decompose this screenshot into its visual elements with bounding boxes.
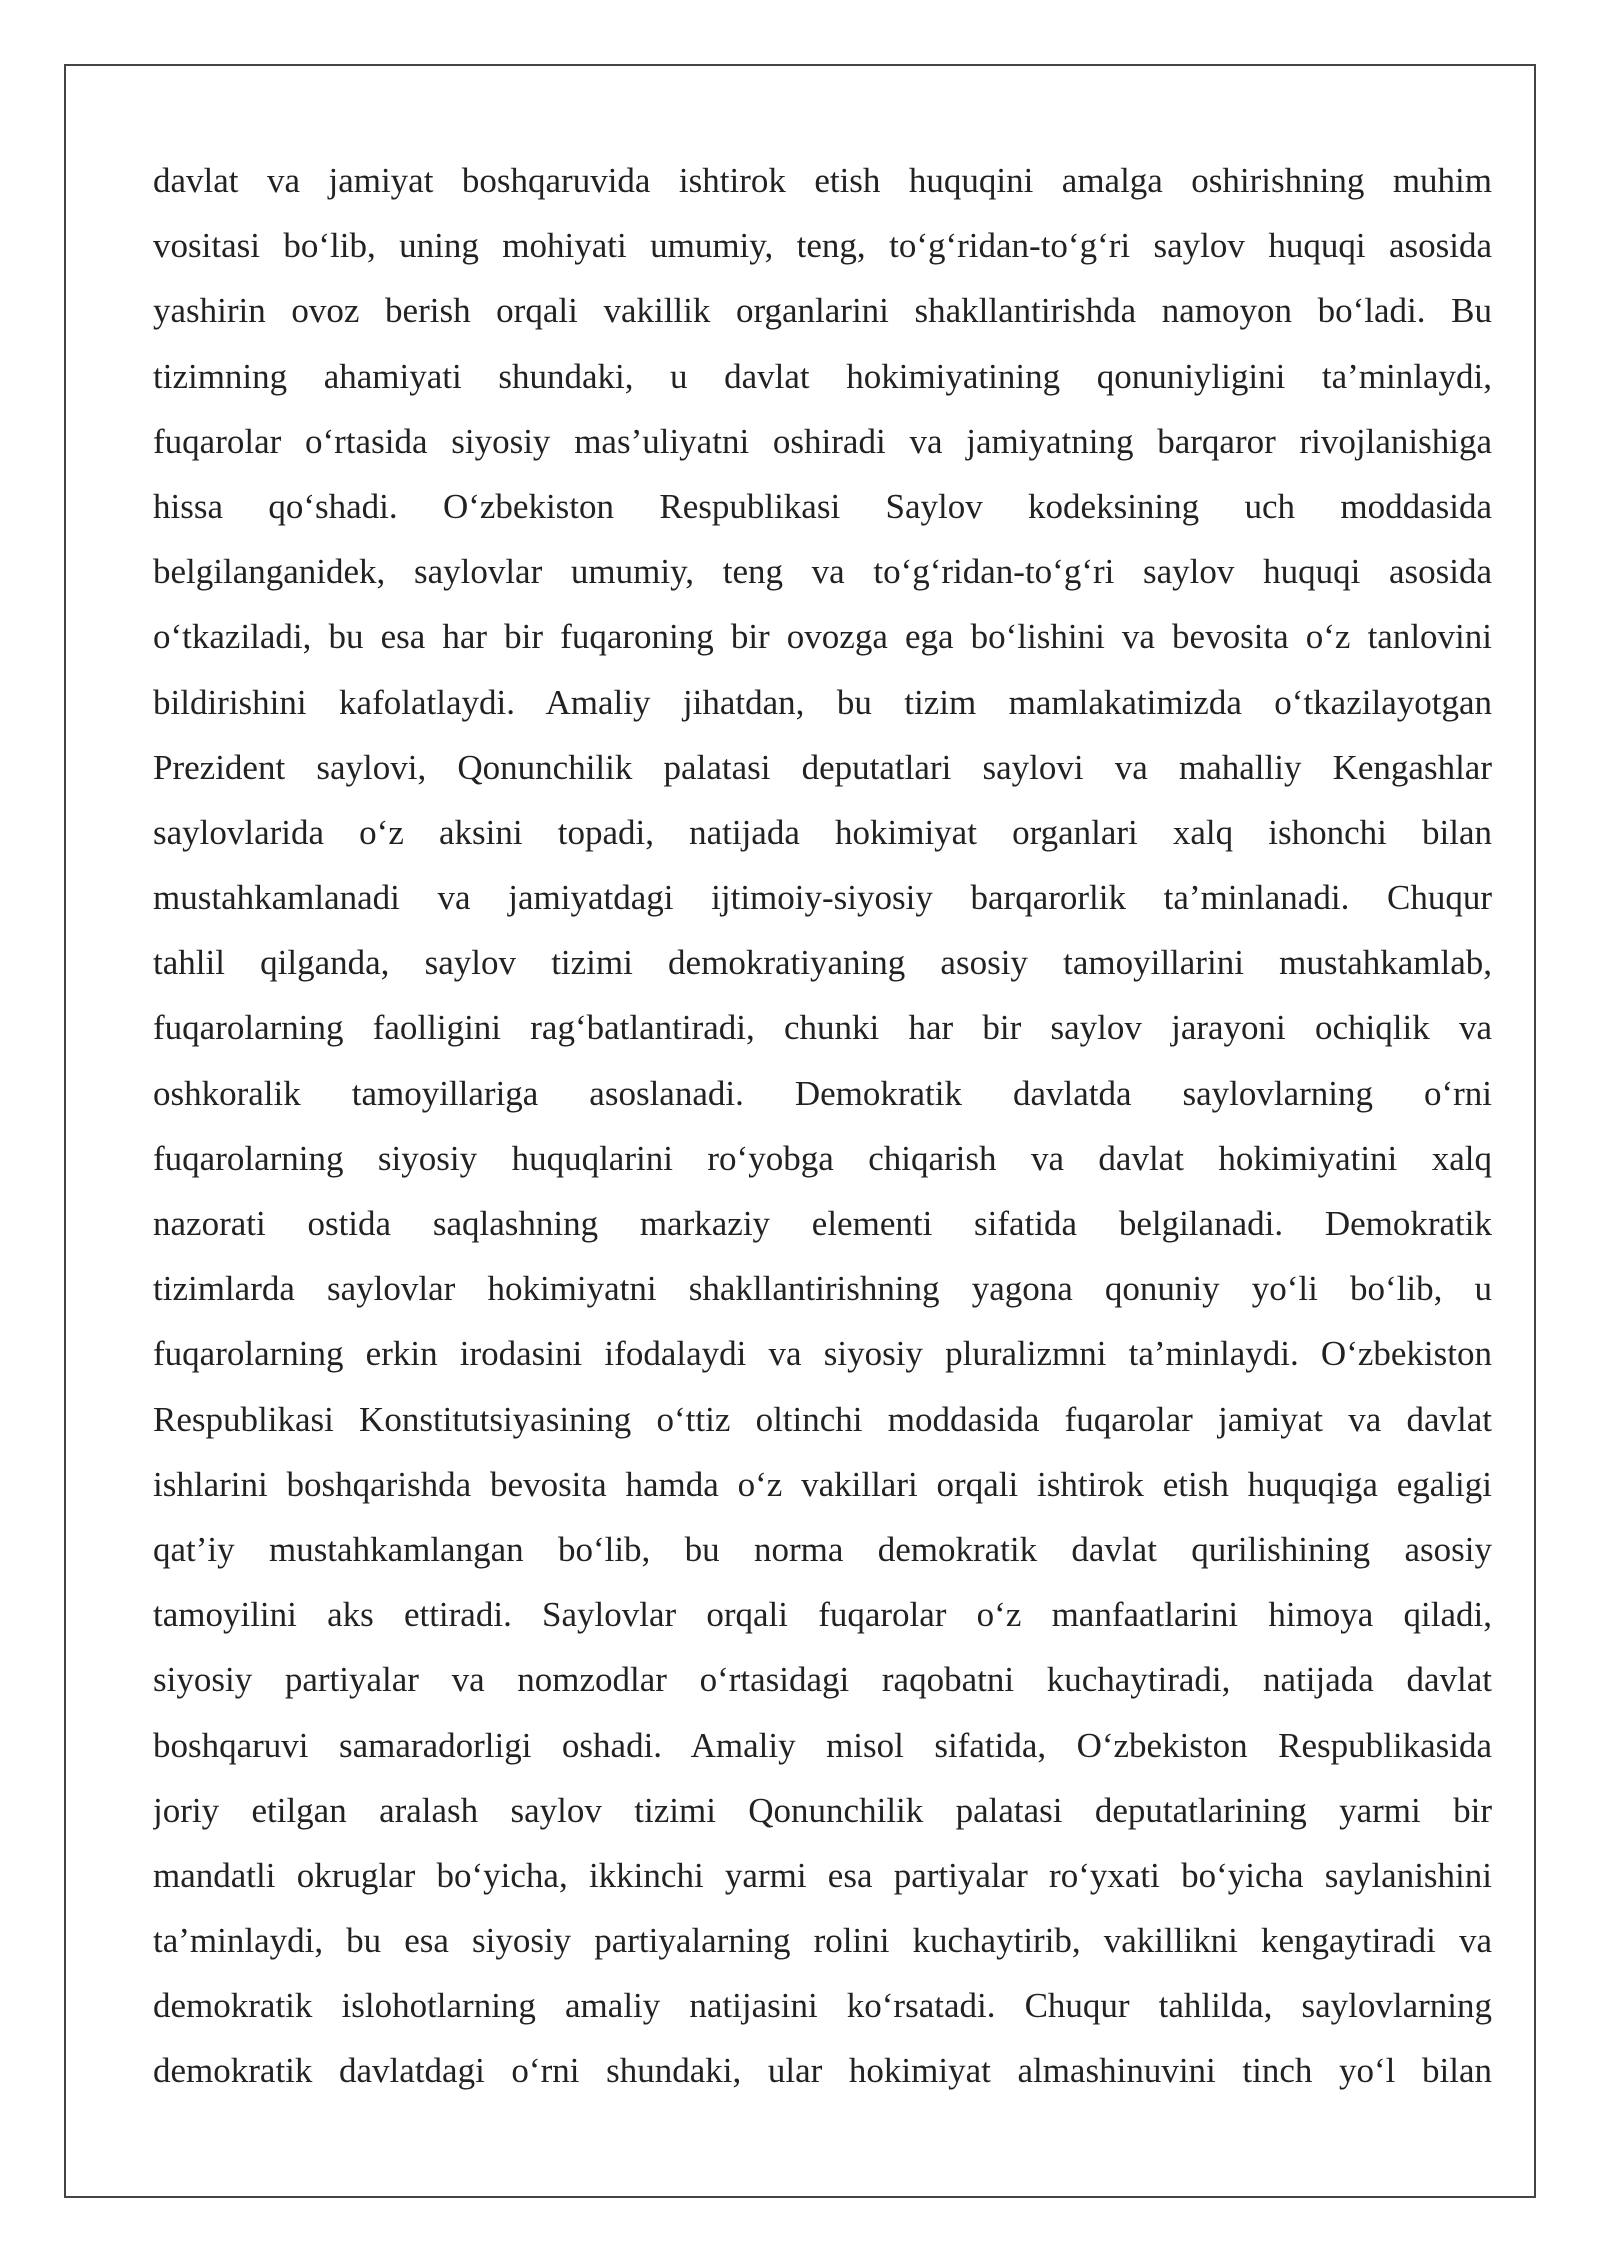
- text-line: Respublikasi Konstitutsiyasining o‘ttiz oltinchi moddasida fuqarolar jamiyat va davlat: [153, 1399, 1492, 1439]
- text-line: siyosiy partiyalar va nomzodlar o‘rtasidagi raqobatni kuchaytiradi, natijada davlat: [153, 1660, 1492, 1700]
- text-line: qat’iy mustahkamlangan bo‘lib, bu norma demokratik davlat qurilishining asosiy: [153, 1529, 1492, 1569]
- text-line: bildirishini kafolatlaydi. Amaliy jihatdan, bu tizim mamlakatimizda o‘tkazilayotgan: [153, 682, 1492, 722]
- text-line: fuqarolar o‘rtasida siyosiy mas’uliyatni oshiradi va jamiyatning barqaror rivojlanishiga: [153, 421, 1492, 461]
- text-line: saylovlarida o‘z aksini topadi, natijada hokimiyat organlari xalq ishonchi bilan: [153, 812, 1492, 852]
- text-line: belgilanganidek, saylovlar umumiy, teng va to‘g‘ridan-to‘g‘ri saylov huquqi asosida: [153, 552, 1492, 592]
- text-line: mustahkamlanadi va jamiyatdagi ijtimoiy-siyosiy barqarorlik ta’minlanadi. Chuqur: [153, 878, 1492, 918]
- text-line: tamoyilini aks ettiradi. Saylovlar orqali fuqarolar o‘z manfaatlarini himoya qiladi,: [153, 1595, 1492, 1635]
- text-line: boshqaruvi samaradorligi oshadi. Amaliy misol sifatida, O‘zbekiston Respublikasida: [153, 1725, 1492, 1765]
- text-line: yashirin ovoz berish orqali vakillik organlarini shakllantirishda namoyon bo‘ladi. Bu: [153, 291, 1492, 331]
- text-line: demokratik islohotlarning amaliy natijasini ko‘rsatadi. Chuqur tahlilda, saylovlarning: [153, 1986, 1492, 2026]
- text-line: fuqarolarning faolligini rag‘batlantiradi, chunki har bir saylov jarayoni ochiqlik va: [153, 1008, 1492, 1048]
- text-line: tizimlarda saylovlar hokimiyatni shakllantirishning yagona qonuniy yo‘li bo‘lib, u: [153, 1269, 1492, 1309]
- text-line: oshkoralik tamoyillariga asoslanadi. Demokratik davlatda saylovlarning o‘rni: [153, 1073, 1492, 1113]
- body-paragraph: [153, 148, 1492, 2104]
- text-line: fuqarolarning erkin irodasini ifodalaydi va siyosiy pluralizmni ta’minlaydi. O‘zbekiston: [153, 1334, 1492, 1374]
- text-line: ishlarini boshqarishda bevosita hamda o‘z vakillari orqali ishtirok etish huquqiga egaligi: [153, 1464, 1492, 1504]
- text-line: mandatli okruglar bo‘yicha, ikkinchi yarmi esa partiyalar ro‘yxati bo‘yicha saylanishini: [153, 1855, 1492, 1895]
- text-line: ta’minlaydi, bu esa siyosiy partiyalarning rolini kuchaytirib, vakillikni kengaytiradi va: [153, 1921, 1492, 1961]
- text-line: demokratik davlatdagi o‘rni shundaki, ular hokimiyat almashinuvini tinch yo‘l bilan: [153, 2051, 1492, 2091]
- text-line: joriy etilgan aralash saylov tizimi Qonunchilik palatasi deputatlarining yarmi bir: [153, 1790, 1492, 1830]
- text-line: o‘tkaziladi, bu esa har bir fuqaroning bir ovozga ega bo‘lishini va bevosita o‘z tanlovini: [153, 617, 1492, 657]
- text-line: Prezident saylovi, Qonunchilik palatasi deputatlari saylovi va mahalliy Kengashlar: [153, 747, 1492, 787]
- text-line: davlat va jamiyat boshqaruvida ishtirok etish huquqini amalga oshirishning muhim: [153, 161, 1492, 200]
- text-line: nazorati ostida saqlashning markaziy elementi sifatida belgilanadi. Demokratik: [153, 1204, 1492, 1243]
- text-line: tizimning ahamiyati shundaki, u davlat hokimiyatining qonuniyligini ta’minlaydi,: [153, 356, 1492, 396]
- text-line: tahlil qilganda, saylov tizimi demokratiyaning asosiy tamoyillarini mustahkamlab,: [153, 943, 1492, 983]
- text-line: fuqarolarning siyosiy huquqlarini ro‘yobga chiqarish va davlat hokimiyatini xalq: [153, 1138, 1492, 1178]
- text-line: vositasi bo‘lib, uning mohiyati umumiy, teng, to‘g‘ridan-to‘g‘ri saylov huquqi asosida: [153, 226, 1492, 266]
- text-line: hissa qo‘shadi. O‘zbekiston Respublikasi Saylov kodeksining uch moddasida: [153, 486, 1492, 526]
